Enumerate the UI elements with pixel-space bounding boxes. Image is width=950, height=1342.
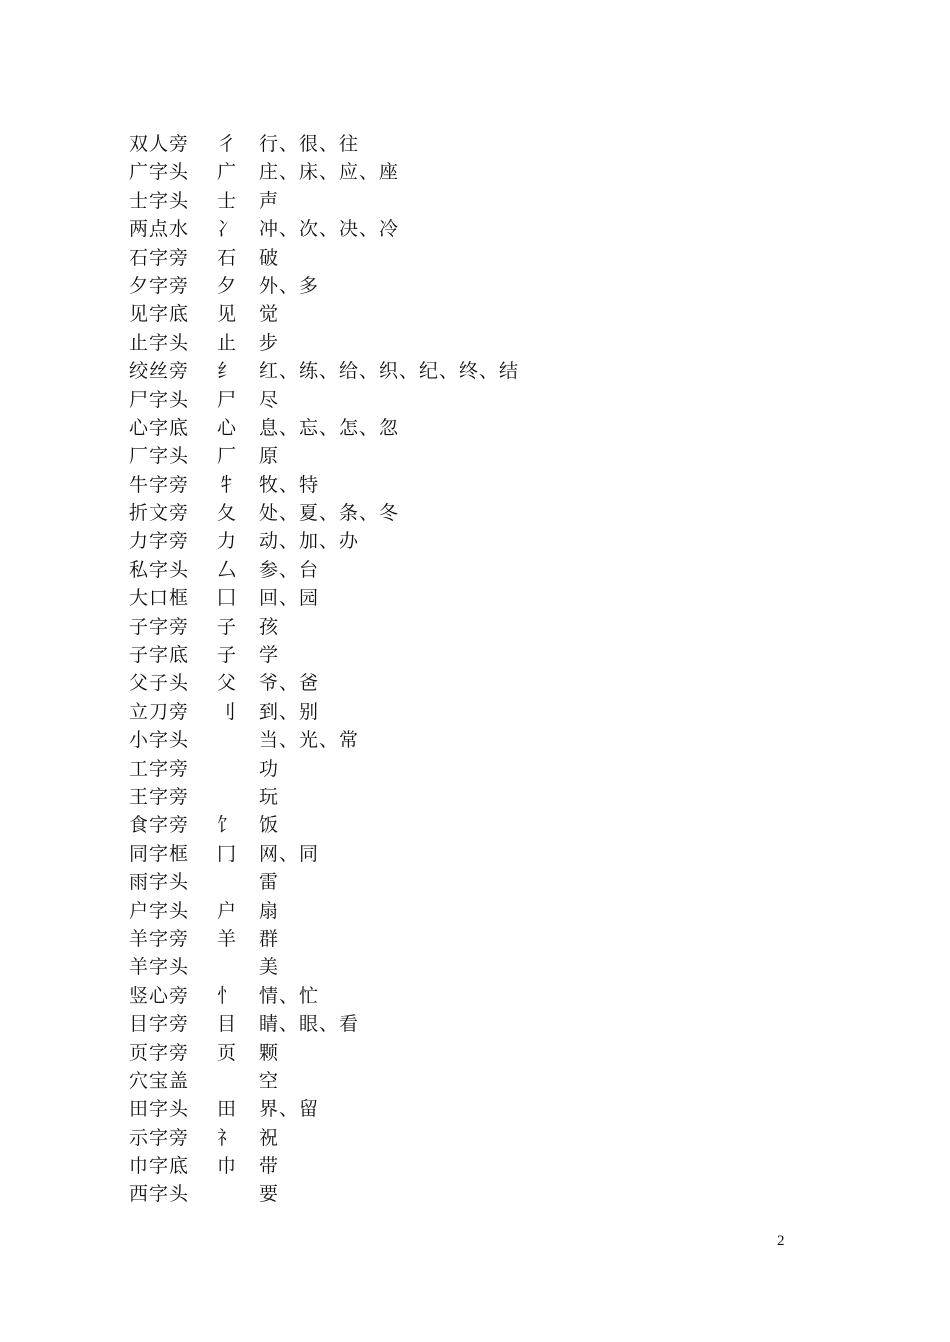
radical-name: 巾字底	[129, 1155, 190, 1178]
example-characters: 孩	[259, 615, 280, 638]
radical-name: 目字旁	[129, 1013, 190, 1036]
radical-row	[129, 783, 519, 811]
radical-name: 页字旁	[129, 1041, 190, 1064]
radical-name: 食字旁	[129, 814, 190, 837]
radical-name: 户字头	[129, 899, 190, 922]
radical-glyph: 刂	[217, 700, 237, 723]
radical-row	[129, 953, 519, 981]
radical-row	[129, 1039, 519, 1067]
radical-row	[129, 1067, 519, 1095]
radical-name: 士字头	[129, 189, 190, 212]
radical-name: 广字头	[129, 161, 190, 184]
radical-glyph: 彳	[217, 133, 237, 155]
radical-glyph: 冫	[217, 218, 237, 241]
example-characters: 功	[259, 757, 280, 780]
example-characters: 外、多	[259, 274, 320, 297]
radical-name: 工字旁	[129, 757, 190, 780]
radical-row	[129, 215, 519, 243]
radical-row	[129, 187, 519, 215]
radical-glyph: 忄	[217, 984, 237, 1007]
radical-name: 西字头	[129, 1183, 190, 1206]
example-characters: 原	[259, 445, 280, 468]
radical-row	[129, 130, 519, 158]
example-characters: 当、光、常	[259, 729, 360, 752]
radical-name: 石字旁	[129, 246, 190, 269]
radical-row	[129, 329, 519, 357]
radical-name: 止字头	[129, 331, 190, 354]
radical-glyph: 子	[217, 615, 237, 638]
radical-row	[129, 300, 519, 328]
radical-row	[129, 669, 519, 697]
radical-glyph: 冂	[217, 842, 237, 865]
radical-name: 小字头	[129, 729, 190, 752]
radical-name: 羊字头	[129, 956, 190, 979]
radical-name: 厂字头	[129, 445, 190, 468]
radical-row	[129, 1095, 519, 1123]
radical-glyph: 厶	[217, 558, 237, 581]
radical-name: 子字旁	[129, 615, 190, 638]
radical-name: 子字底	[129, 644, 190, 667]
radical-glyph: 礻	[217, 1126, 237, 1149]
example-characters: 红、练、给、织、纪、终、结	[259, 360, 520, 383]
radical-row	[129, 357, 519, 385]
example-characters: 颗	[259, 1041, 280, 1064]
example-characters: 参、台	[259, 558, 320, 581]
example-characters: 学	[259, 644, 280, 667]
radical-glyph: 士	[217, 189, 237, 212]
radical-row	[129, 897, 519, 925]
example-characters: 步	[259, 331, 280, 354]
radical-row	[129, 925, 519, 953]
radical-name: 尸字头	[129, 388, 190, 411]
radical-glyph: 子	[217, 644, 237, 667]
radical-name: 牛字旁	[129, 473, 190, 496]
radical-name: 示字旁	[129, 1126, 190, 1149]
radical-name: 双人旁	[129, 133, 190, 155]
radical-row	[129, 982, 519, 1010]
radical-name: 私字头	[129, 558, 190, 581]
radical-row	[129, 556, 519, 584]
radical-name: 竖心旁	[129, 984, 190, 1007]
example-characters: 饭	[259, 814, 280, 837]
radical-glyph: 囗	[217, 587, 237, 610]
radical-row	[129, 755, 519, 783]
example-characters: 扇	[259, 899, 280, 922]
radical-name: 田字头	[129, 1098, 190, 1121]
example-characters: 带	[259, 1155, 280, 1178]
example-characters: 声	[259, 189, 280, 212]
radical-row	[129, 414, 519, 442]
radical-glyph: 页	[217, 1041, 237, 1064]
radical-name: 绞丝旁	[129, 360, 190, 383]
example-characters: 尽	[259, 388, 280, 411]
radical-name: 立刀旁	[129, 700, 190, 723]
radical-glyph: 石	[217, 246, 237, 269]
radical-glyph: 巾	[217, 1155, 237, 1178]
radical-row	[129, 386, 519, 414]
radical-glyph: 夕	[217, 274, 237, 297]
radical-glyph: 广	[217, 161, 237, 184]
radical-glyph: 止	[217, 331, 237, 354]
radical-row	[129, 840, 519, 868]
radical-glyph: 户	[217, 899, 237, 922]
example-characters: 庄、床、应、座	[259, 161, 400, 184]
radical-row	[129, 1180, 519, 1208]
radical-name: 王字旁	[129, 785, 190, 808]
radical-name: 雨字头	[129, 871, 190, 894]
radical-row	[129, 726, 519, 754]
radical-glyph: 见	[217, 303, 237, 326]
radical-name: 羊字旁	[129, 927, 190, 950]
radical-name: 两点水	[129, 218, 190, 241]
example-characters: 网、同	[259, 842, 320, 865]
radical-name: 折文旁	[129, 502, 190, 525]
radical-row	[129, 158, 519, 186]
radical-glyph: 心	[217, 416, 237, 439]
radical-glyph: 饣	[217, 814, 237, 837]
example-characters: 祝	[259, 1126, 280, 1149]
radical-name: 夕字旁	[129, 274, 190, 297]
example-characters: 美	[259, 956, 280, 979]
example-characters: 爷、爸	[259, 672, 320, 695]
radical-row	[129, 272, 519, 300]
example-characters: 冲、次、决、冷	[259, 218, 400, 241]
example-characters: 到、别	[259, 700, 320, 723]
example-characters: 群	[259, 927, 280, 950]
radical-row	[129, 641, 519, 669]
example-characters: 破	[259, 246, 280, 269]
radical-glyph: 牜	[217, 473, 237, 496]
radical-glyph: 目	[217, 1013, 237, 1036]
radical-name: 大口框	[129, 587, 190, 610]
example-characters: 情、忙	[259, 984, 320, 1007]
radical-glyph: 纟	[217, 360, 237, 383]
radical-row	[129, 442, 519, 470]
radical-glyph: 田	[217, 1098, 237, 1121]
radical-list	[129, 130, 519, 1209]
radical-row	[129, 811, 519, 839]
example-characters: 行、很、往	[259, 133, 360, 155]
radical-row	[129, 584, 519, 612]
radical-row	[129, 1010, 519, 1038]
radical-name: 心字底	[129, 416, 190, 439]
radical-row	[129, 499, 519, 527]
radical-glyph: 夂	[217, 502, 237, 525]
example-characters: 处、夏、条、冬	[259, 502, 400, 525]
radical-glyph: 厂	[217, 445, 237, 468]
radical-glyph: 力	[217, 530, 237, 553]
example-characters: 雷	[259, 871, 280, 894]
example-characters: 要	[259, 1183, 280, 1206]
example-characters: 回、园	[259, 587, 320, 610]
example-characters: 空	[259, 1069, 280, 1092]
radical-name: 穴宝盖	[129, 1069, 190, 1092]
radical-glyph: 尸	[217, 388, 237, 411]
example-characters: 动、加、办	[259, 530, 360, 553]
page-number: 2	[777, 1233, 785, 1249]
radical-name: 见字底	[129, 303, 190, 326]
radical-row	[129, 698, 519, 726]
radical-name: 同字框	[129, 842, 190, 865]
radical-row	[129, 244, 519, 272]
example-characters: 界、留	[259, 1098, 320, 1121]
example-characters: 玩	[259, 785, 280, 808]
radical-row	[129, 868, 519, 896]
radical-row	[129, 527, 519, 555]
radical-name: 力字旁	[129, 530, 190, 553]
radical-row	[129, 471, 519, 499]
radical-glyph: 羊	[217, 927, 237, 950]
radical-row	[129, 1152, 519, 1180]
example-characters: 觉	[259, 303, 280, 326]
example-characters: 睛、眼、看	[259, 1013, 360, 1036]
example-characters: 息、忘、怎、忽	[259, 416, 400, 439]
radical-glyph: 父	[217, 672, 237, 695]
example-characters: 牧、特	[259, 473, 320, 496]
radical-row	[129, 613, 519, 641]
radical-name: 父子头	[129, 672, 190, 695]
radical-row	[129, 1124, 519, 1152]
